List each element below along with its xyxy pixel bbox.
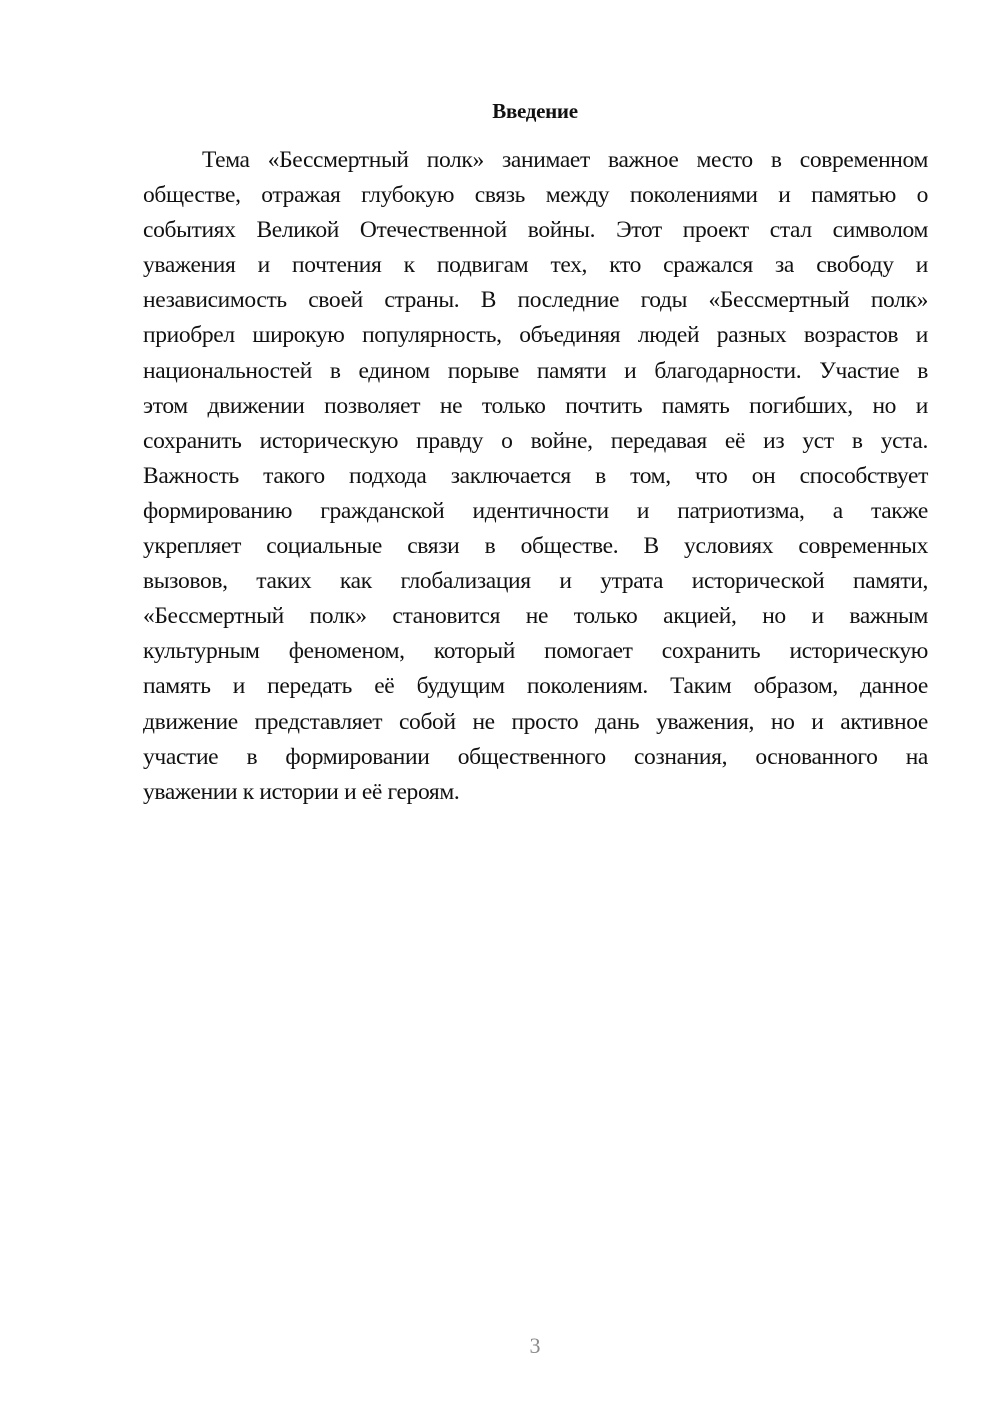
paragraph-line: вызовов, таких как глобализация и утрата исторической памяти, bbox=[143, 568, 928, 595]
paragraph-line: этом движении позволяет не только почтить память погибших, но и bbox=[143, 392, 928, 419]
paragraph-line: уважении к истории и её героям. bbox=[143, 778, 460, 805]
paragraph-line: формированию гражданской идентичности и патриотизма, а также bbox=[143, 497, 928, 524]
paragraph-line: память и передать её будущим поколениям. Таким образом, данное bbox=[143, 673, 928, 700]
paragraph-line: «Бессмертный полк» становится не только акцией, но и важным bbox=[143, 603, 928, 630]
paragraph-line: национальностей в едином порыве памяти и благодарности. Участие в bbox=[143, 357, 928, 384]
paragraph-line: обществе, отражая глубокую связь между поколениями и памятью о bbox=[143, 182, 928, 209]
paragraph-line: укрепляет социальные связи в обществе. В условиях современных bbox=[143, 533, 928, 560]
paragraph-line: событиях Великой Отечественной войны. Этот проект стал символом bbox=[143, 217, 928, 244]
paragraph-line: приобрел широкую популярность, объединяя людей разных возрастов и bbox=[143, 322, 928, 349]
paragraph-line: движение представляет собой не просто дань уважения, но и активное bbox=[143, 708, 928, 735]
paragraph-line: культурным феноменом, который помогает сохранить историческую bbox=[143, 638, 928, 665]
paragraph-line: Тема «Бессмертный полк» занимает важное место в современном bbox=[202, 147, 928, 173]
paragraph-line: уважения и почтения к подвигам тех, кто сражался за свободу и bbox=[143, 252, 928, 279]
paragraph-line: Важность такого подхода заключается в том, что он способствует bbox=[143, 462, 928, 489]
paragraph-line: независимость своей страны. В последние годы «Бессмертный полк» bbox=[143, 287, 928, 314]
paragraph-line: участие в формировании общественного сознания, основанного на bbox=[143, 743, 928, 770]
section-heading: Введение bbox=[492, 99, 578, 123]
paragraph-line: сохранить историческую правду о войне, передавая её из уст в уста. bbox=[143, 427, 928, 454]
introduction-paragraph bbox=[143, 143, 928, 810]
page-number: 3 bbox=[529, 1333, 541, 1358]
